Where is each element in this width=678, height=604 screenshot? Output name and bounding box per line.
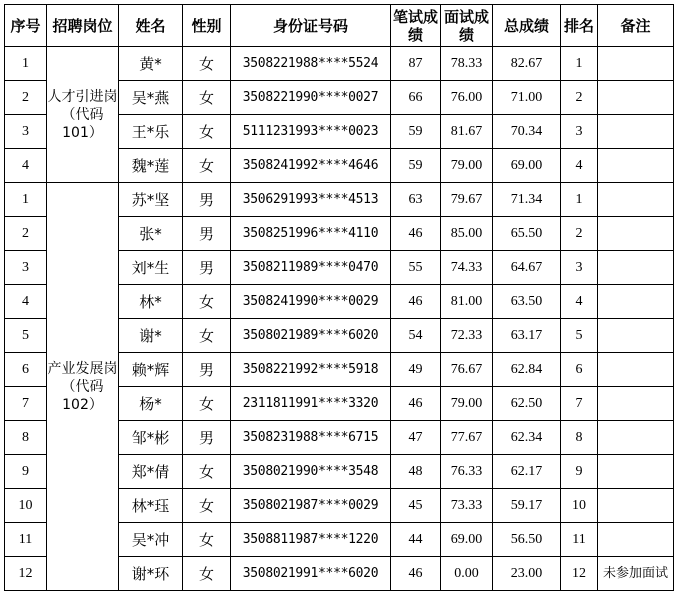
name-cell: 苏*坚 bbox=[119, 183, 183, 217]
interview-cell: 77.67 bbox=[441, 421, 493, 455]
seq-cell: 4 bbox=[5, 285, 47, 319]
remark-cell bbox=[598, 455, 674, 489]
total-cell: 82.67 bbox=[493, 47, 561, 81]
name-cell: 吴*冲 bbox=[119, 523, 183, 557]
total-cell: 62.84 bbox=[493, 353, 561, 387]
interview-cell: 78.33 bbox=[441, 47, 493, 81]
written-cell: 63 bbox=[391, 183, 441, 217]
total-cell: 63.17 bbox=[493, 319, 561, 353]
interview-cell: 73.33 bbox=[441, 489, 493, 523]
remark-cell bbox=[598, 489, 674, 523]
post-cell: 产业发展岗（代码102） bbox=[47, 183, 119, 591]
id-cell: 3508241990****0029 bbox=[231, 285, 391, 319]
rank-cell: 3 bbox=[561, 251, 598, 285]
name-cell: 赖*辉 bbox=[119, 353, 183, 387]
interview-cell: 0.00 bbox=[441, 557, 493, 591]
seq-cell: 4 bbox=[5, 149, 47, 183]
rank-cell: 8 bbox=[561, 421, 598, 455]
header-row bbox=[5, 5, 674, 47]
id-cell: 3508231988****6715 bbox=[231, 421, 391, 455]
score-table bbox=[4, 4, 674, 591]
table-row bbox=[5, 183, 674, 217]
seq-cell: 2 bbox=[5, 81, 47, 115]
name-cell: 林*珏 bbox=[119, 489, 183, 523]
rank-cell: 7 bbox=[561, 387, 598, 421]
total-cell: 65.50 bbox=[493, 217, 561, 251]
remark-cell bbox=[598, 47, 674, 81]
remark-cell bbox=[598, 149, 674, 183]
total-cell: 70.34 bbox=[493, 115, 561, 149]
header-rank: 排名 bbox=[561, 5, 598, 47]
name-cell: 林* bbox=[119, 285, 183, 319]
remark-cell bbox=[598, 251, 674, 285]
gender-cell: 女 bbox=[183, 387, 231, 421]
rank-cell: 9 bbox=[561, 455, 598, 489]
interview-cell: 79.67 bbox=[441, 183, 493, 217]
id-cell: 3508251996****4110 bbox=[231, 217, 391, 251]
rank-cell: 1 bbox=[561, 183, 598, 217]
written-cell: 87 bbox=[391, 47, 441, 81]
written-cell: 54 bbox=[391, 319, 441, 353]
id-cell: 5111231993****0023 bbox=[231, 115, 391, 149]
gender-cell: 女 bbox=[183, 47, 231, 81]
interview-cell: 81.67 bbox=[441, 115, 493, 149]
total-cell: 71.34 bbox=[493, 183, 561, 217]
name-cell: 王*乐 bbox=[119, 115, 183, 149]
rank-cell: 10 bbox=[561, 489, 598, 523]
id-cell: 3508241992****4646 bbox=[231, 149, 391, 183]
name-cell: 谢* bbox=[119, 319, 183, 353]
header-written: 笔试成绩 bbox=[391, 5, 441, 47]
header-remark: 备注 bbox=[598, 5, 674, 47]
written-cell: 46 bbox=[391, 557, 441, 591]
id-cell: 3508811987****1220 bbox=[231, 523, 391, 557]
total-cell: 64.67 bbox=[493, 251, 561, 285]
gender-cell: 女 bbox=[183, 489, 231, 523]
interview-cell: 76.67 bbox=[441, 353, 493, 387]
total-cell: 56.50 bbox=[493, 523, 561, 557]
written-cell: 49 bbox=[391, 353, 441, 387]
gender-cell: 女 bbox=[183, 523, 231, 557]
seq-cell: 7 bbox=[5, 387, 47, 421]
rank-cell: 3 bbox=[561, 115, 598, 149]
header-gender: 性别 bbox=[183, 5, 231, 47]
id-cell: 3508021990****3548 bbox=[231, 455, 391, 489]
gender-cell: 男 bbox=[183, 217, 231, 251]
rank-cell: 4 bbox=[561, 285, 598, 319]
rank-cell: 5 bbox=[561, 319, 598, 353]
total-cell: 62.50 bbox=[493, 387, 561, 421]
id-cell: 2311811991****3320 bbox=[231, 387, 391, 421]
seq-cell: 9 bbox=[5, 455, 47, 489]
total-cell: 69.00 bbox=[493, 149, 561, 183]
seq-cell: 11 bbox=[5, 523, 47, 557]
name-cell: 邹*彬 bbox=[119, 421, 183, 455]
header-id: 身份证号码 bbox=[231, 5, 391, 47]
rank-cell: 12 bbox=[561, 557, 598, 591]
remark-cell bbox=[598, 217, 674, 251]
gender-cell: 男 bbox=[183, 251, 231, 285]
total-cell: 59.17 bbox=[493, 489, 561, 523]
remark-cell bbox=[598, 115, 674, 149]
id-cell: 3508221990****0027 bbox=[231, 81, 391, 115]
id-cell: 3508211989****0470 bbox=[231, 251, 391, 285]
remark-cell bbox=[598, 523, 674, 557]
remark-cell bbox=[598, 285, 674, 319]
written-cell: 44 bbox=[391, 523, 441, 557]
interview-cell: 79.00 bbox=[441, 387, 493, 421]
written-cell: 48 bbox=[391, 455, 441, 489]
table-body bbox=[5, 47, 674, 591]
id-cell: 3508021991****6020 bbox=[231, 557, 391, 591]
interview-cell: 74.33 bbox=[441, 251, 493, 285]
interview-cell: 81.00 bbox=[441, 285, 493, 319]
remark-cell bbox=[598, 183, 674, 217]
name-cell: 魏*莲 bbox=[119, 149, 183, 183]
total-cell: 23.00 bbox=[493, 557, 561, 591]
interview-cell: 76.00 bbox=[441, 81, 493, 115]
interview-cell: 85.00 bbox=[441, 217, 493, 251]
remark-cell bbox=[598, 353, 674, 387]
name-cell: 刘*生 bbox=[119, 251, 183, 285]
seq-cell: 6 bbox=[5, 353, 47, 387]
header-seq: 序号 bbox=[5, 5, 47, 47]
written-cell: 46 bbox=[391, 217, 441, 251]
header-total: 总成绩 bbox=[493, 5, 561, 47]
written-cell: 55 bbox=[391, 251, 441, 285]
interview-cell: 72.33 bbox=[441, 319, 493, 353]
post-cell: 人才引进岗（代码101） bbox=[47, 47, 119, 183]
seq-cell: 3 bbox=[5, 115, 47, 149]
remark-cell: 未参加面试 bbox=[598, 557, 674, 591]
gender-cell: 女 bbox=[183, 557, 231, 591]
rank-cell: 2 bbox=[561, 81, 598, 115]
gender-cell: 女 bbox=[183, 115, 231, 149]
remark-cell bbox=[598, 319, 674, 353]
id-cell: 3508221988****5524 bbox=[231, 47, 391, 81]
header-post: 招聘岗位 bbox=[47, 5, 119, 47]
rank-cell: 6 bbox=[561, 353, 598, 387]
seq-cell: 1 bbox=[5, 183, 47, 217]
name-cell: 杨* bbox=[119, 387, 183, 421]
gender-cell: 女 bbox=[183, 319, 231, 353]
seq-cell: 3 bbox=[5, 251, 47, 285]
rank-cell: 1 bbox=[561, 47, 598, 81]
interview-cell: 69.00 bbox=[441, 523, 493, 557]
id-cell: 3506291993****4513 bbox=[231, 183, 391, 217]
written-cell: 46 bbox=[391, 387, 441, 421]
name-cell: 张* bbox=[119, 217, 183, 251]
name-cell: 吴*燕 bbox=[119, 81, 183, 115]
total-cell: 71.00 bbox=[493, 81, 561, 115]
gender-cell: 女 bbox=[183, 455, 231, 489]
seq-cell: 8 bbox=[5, 421, 47, 455]
gender-cell: 女 bbox=[183, 81, 231, 115]
name-cell: 黄* bbox=[119, 47, 183, 81]
written-cell: 59 bbox=[391, 149, 441, 183]
seq-cell: 10 bbox=[5, 489, 47, 523]
id-cell: 3508221992****5918 bbox=[231, 353, 391, 387]
gender-cell: 男 bbox=[183, 353, 231, 387]
gender-cell: 女 bbox=[183, 149, 231, 183]
table-row bbox=[5, 47, 674, 81]
written-cell: 66 bbox=[391, 81, 441, 115]
remark-cell bbox=[598, 421, 674, 455]
header-name: 姓名 bbox=[119, 5, 183, 47]
gender-cell: 男 bbox=[183, 183, 231, 217]
seq-cell: 5 bbox=[5, 319, 47, 353]
rank-cell: 2 bbox=[561, 217, 598, 251]
rank-cell: 4 bbox=[561, 149, 598, 183]
header-interview: 面试成绩 bbox=[441, 5, 493, 47]
id-cell: 3508021989****6020 bbox=[231, 319, 391, 353]
rank-cell: 11 bbox=[561, 523, 598, 557]
name-cell: 谢*环 bbox=[119, 557, 183, 591]
interview-cell: 76.33 bbox=[441, 455, 493, 489]
gender-cell: 女 bbox=[183, 285, 231, 319]
name-cell: 郑*倩 bbox=[119, 455, 183, 489]
remark-cell bbox=[598, 387, 674, 421]
remark-cell bbox=[598, 81, 674, 115]
seq-cell: 12 bbox=[5, 557, 47, 591]
written-cell: 59 bbox=[391, 115, 441, 149]
written-cell: 45 bbox=[391, 489, 441, 523]
id-cell: 3508021987****0029 bbox=[231, 489, 391, 523]
seq-cell: 1 bbox=[5, 47, 47, 81]
written-cell: 46 bbox=[391, 285, 441, 319]
total-cell: 63.50 bbox=[493, 285, 561, 319]
interview-cell: 79.00 bbox=[441, 149, 493, 183]
seq-cell: 2 bbox=[5, 217, 47, 251]
written-cell: 47 bbox=[391, 421, 441, 455]
total-cell: 62.34 bbox=[493, 421, 561, 455]
total-cell: 62.17 bbox=[493, 455, 561, 489]
gender-cell: 男 bbox=[183, 421, 231, 455]
